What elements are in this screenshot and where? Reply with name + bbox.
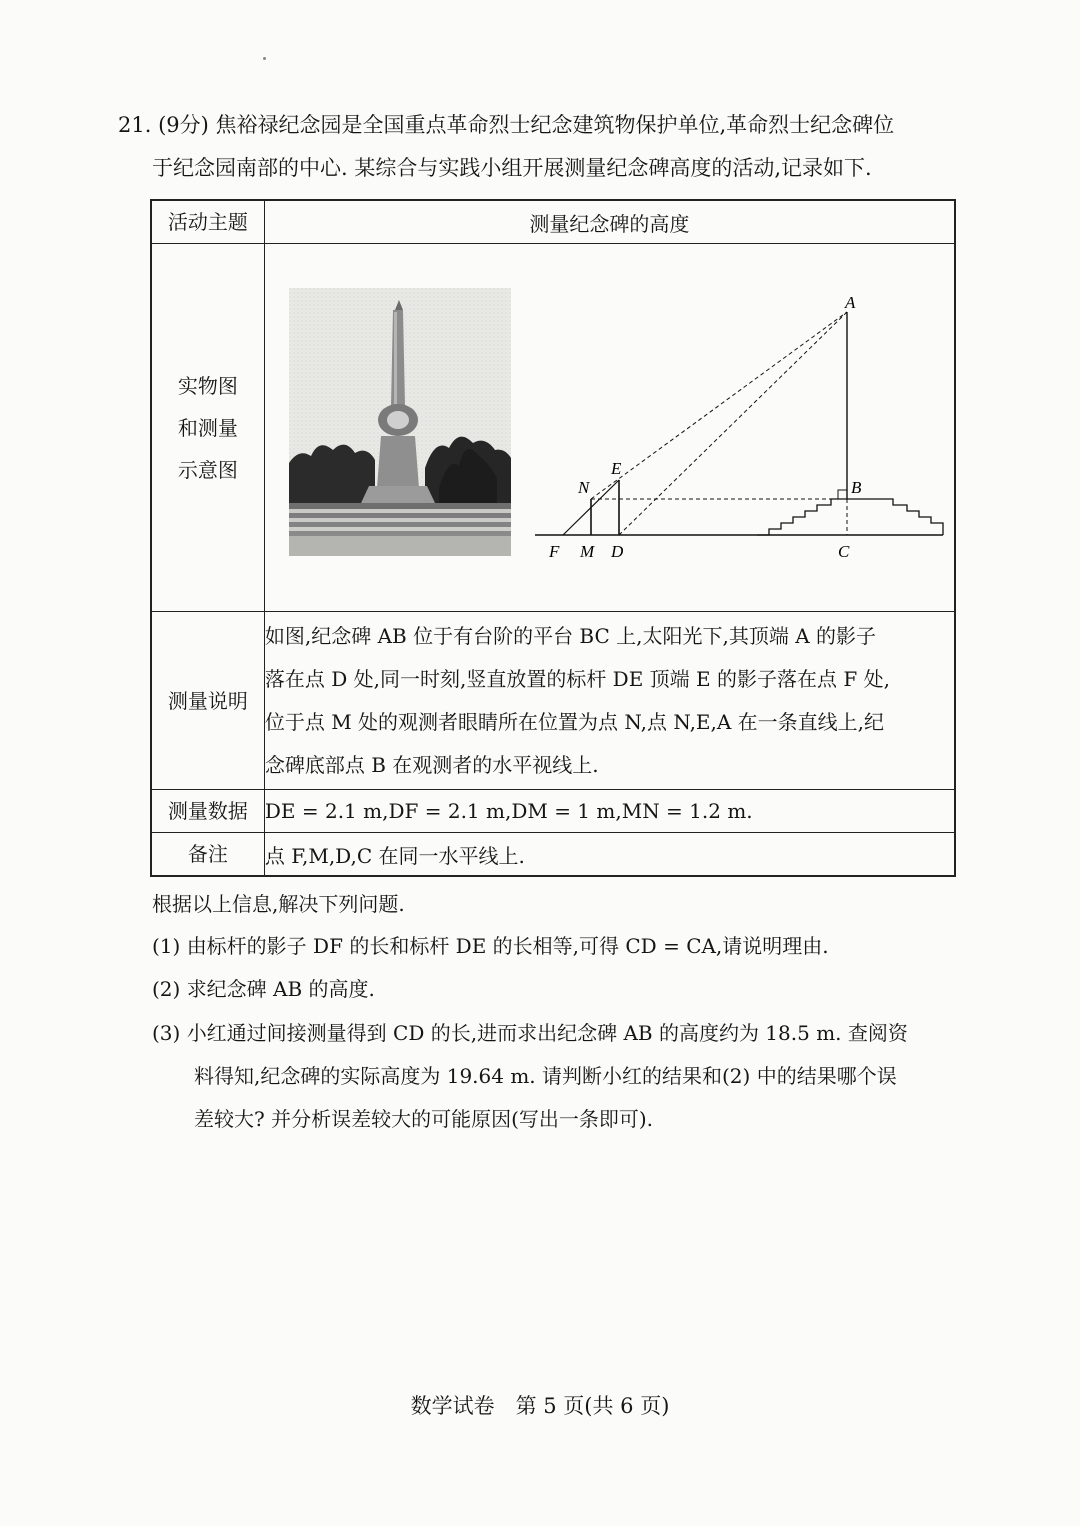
scan-speck: [263, 57, 266, 60]
label-b: B: [850, 478, 862, 497]
note-value: 点 F,M,D,C 在同一水平线上.: [264, 833, 955, 877]
monument-photo: [289, 288, 511, 556]
table-row-topic: [151, 200, 955, 244]
note-label: 备注: [151, 833, 264, 877]
label-c: C: [837, 542, 850, 561]
desc-label: 测量说明: [151, 612, 264, 790]
figure-label-line: 和测量: [177, 415, 238, 440]
sub-question-3-line-2: 料得知,纪念碑的实际高度为 19.64 m. 请判断小红的结果和(2) 中的结果哪个误: [194, 1064, 897, 1088]
sub-question-2: (2) 求纪念碑 AB 的高度.: [152, 977, 375, 1001]
desc-line: 位于点 M 处的观测者眼睛所在位置为点 N,点 N,E,A 在一条直线上,纪: [264, 709, 885, 734]
figure-cell: [264, 244, 955, 612]
page-footer: 数学试卷 第 5 页(共 6 页): [410, 1394, 670, 1418]
sub-question-3-line-1: (3) 小红通过间接测量得到 CD 的长,进而求出纪念碑 AB 的高度约为 18.5 m. 查阅资: [152, 1021, 908, 1045]
label-n: N: [577, 478, 590, 497]
sub-question-1: (1) 由标杆的影子 DF 的长和标杆 DE 的长相等,可得 CD = CA,请说明理由.: [152, 934, 829, 958]
desc-text: [264, 612, 955, 790]
sight-line-nea: [591, 312, 847, 499]
table-row-note: [151, 833, 955, 877]
stepped-platform: [757, 499, 943, 535]
desc-line: 如图,纪念碑 AB 位于有台阶的平台 BC 上,太阳光下,其顶端 A 的影子: [264, 623, 877, 648]
activity-record-table: [150, 199, 956, 877]
right-angle-mark: [838, 490, 847, 499]
desc-line: 落在点 D 处,同一时刻,竖直放置的标杆 DE 顶端 E 的影子落在点 F 处,: [264, 666, 890, 691]
topic-value: 测量纪念碑的高度: [264, 200, 955, 244]
figure-label-line: 示意图: [177, 457, 238, 482]
sub-question-3-line-3: 差较大? 并分析误差较大的可能原因(写出一条即可).: [194, 1107, 654, 1131]
data-label: 测量数据: [151, 790, 264, 833]
solve-title: 根据以上信息,解决下列问题.: [152, 892, 405, 916]
table-row-description: [151, 612, 955, 790]
table-row-figure: [151, 244, 955, 612]
measurement-diagram: [535, 288, 955, 578]
topic-label: 活动主题: [151, 200, 264, 244]
figure-label-line: 实物图: [177, 373, 238, 398]
label-f: F: [548, 542, 560, 561]
sun-ray-ad: [619, 312, 847, 535]
question-line-1: 21. (9分) 焦裕禄纪念园是全国重点革命烈士纪念建筑物保护单位,革命烈士纪念碑位: [118, 113, 895, 137]
label-d: D: [610, 542, 624, 561]
data-value: DE = 2.1 m,DF = 2.1 m,DM = 1 m,MN = 1.2 m.: [264, 790, 955, 833]
desc-line: 念碑底部点 B 在观测者的水平视线上.: [264, 752, 599, 777]
label-m: M: [579, 542, 595, 561]
table-row-data: [151, 790, 955, 833]
label-a: A: [844, 293, 856, 312]
figure-label: [151, 244, 264, 612]
label-e: E: [610, 459, 622, 478]
question-line-2: 于纪念园南部的中心. 某综合与实践小组开展测量纪念碑高度的活动,记录如下.: [152, 156, 872, 180]
